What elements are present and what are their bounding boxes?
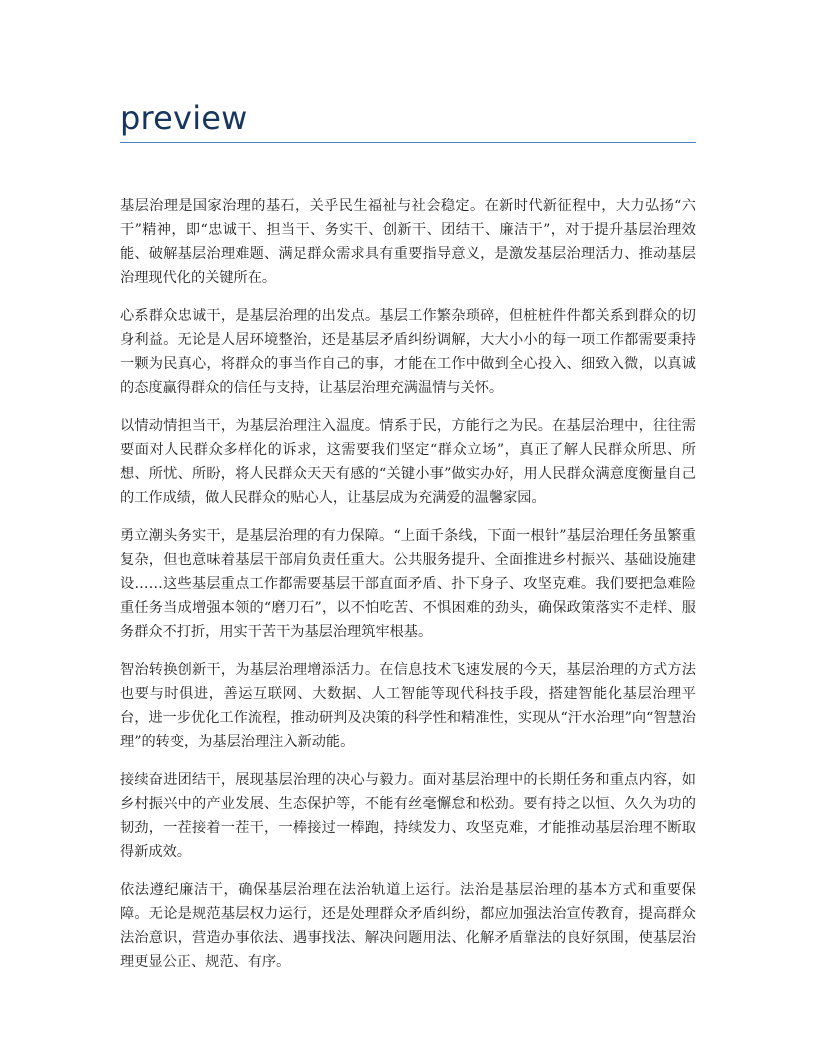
paragraph-loyalty: 心系群众忠诚干，是基层治理的出发点。基层工作繁杂琐碎，但桩桩件件都关系到群众的切身利益。无论是人居环境整治，还是基层矛盾纠纷调解，大大小小的每一项工作都需要秉持一颗为民真心，将群众的事当作自己的事，才能在工作中做到全心投入、细致入微，以真诚的态度赢得群众的信任与支持，让基层治理充满温情与关怀。 bbox=[120, 308, 696, 396]
paragraph-innovation: 智治转换创新干，为基层治理增添活力。在信息技术飞速发展的今天，基层治理的方式方法也要与时俱进，善运互联网、大数据、人工智能等现代科技手段，搭建智能化基层治理平台，进一步优化工作流程，推动研判及决策的科学性和精准性，实现从“汗水治理”向“智慧治理”的转变，为基层治理注入新动能。 bbox=[120, 662, 696, 750]
document-page bbox=[120, 0, 696, 988]
title-divider bbox=[120, 142, 696, 143]
paragraph-integrity: 依法遵纪廉洁干，确保基层治理在法治轨道上运行。法治是基层治理的基本方式和重要保障。无论是规范基层权力运行，还是处理群众矛盾纠纷，都应加强法治宣传教育，提高群众法治意识，营造办事依法、遇事找法、解决问题用法、化解矛盾靠法的良好氛围，使基层治理更显公正、规范、有序。 bbox=[120, 882, 696, 970]
paragraph-intro: 基层治理是国家治理的基石，关乎民生福祉与社会稳定。在新时代新征程中，大力弘扬“六干”精神，即“忠诚干、担当干、务实干、创新干、团结干、廉洁干”，对于提升基层治理效能、破解基层治理难题、满足群众需求具有重要指导意义，是激发基层治理活力、推动基层治理现代化的关键所在。 bbox=[120, 198, 696, 286]
paragraph-responsibility: 以情动情担当干，为基层治理注入温度。情系于民，方能行之为民。在基层治理中，往往需要面对人民群众多样化的诉求，这需要我们坚定“群众立场”，真正了解人民群众所思、所想、所忧、所盼，将人民群众天天有感的“关键小事”做实办好，用人民群众满意度衡量自己的工作成绩，做人民群众的贴心人，让基层成为充满爱的温馨家园。 bbox=[120, 418, 696, 506]
document-body bbox=[120, 194, 696, 974]
page-title: preview bbox=[120, 99, 248, 137]
paragraph-pragmatism: 勇立潮头务实干，是基层治理的有力保障。“上面千条线，下面一根针”基层治理任务虽繁重复杂，但也意味着基层干部肩负责任重大。公共服务提升、全面推进乡村振兴、基础设施建设……这些基层重点工作都需要基层干部直面矛盾、扑下身子、攻坚克难。我们要把急难险重任务当成增强本领的“磨刀石”，以不怕吃苦、不惧困难的劲头，确保政策落实不走样、服务群众不打折，用实干苦干为基层治理筑牢根基。 bbox=[120, 528, 696, 640]
paragraph-unity: 接续奋进团结干，展现基层治理的决心与毅力。面对基层治理中的长期任务和重点内容，如乡村振兴中的产业发展、生态保护等，不能有丝毫懈怠和松劲。要有持之以恒、久久为功的韧劲，一茬接着一茬干，一棒接过一棒跑，持续发力、攻坚克难，才能推动基层治理不断取得新成效。 bbox=[120, 772, 696, 860]
